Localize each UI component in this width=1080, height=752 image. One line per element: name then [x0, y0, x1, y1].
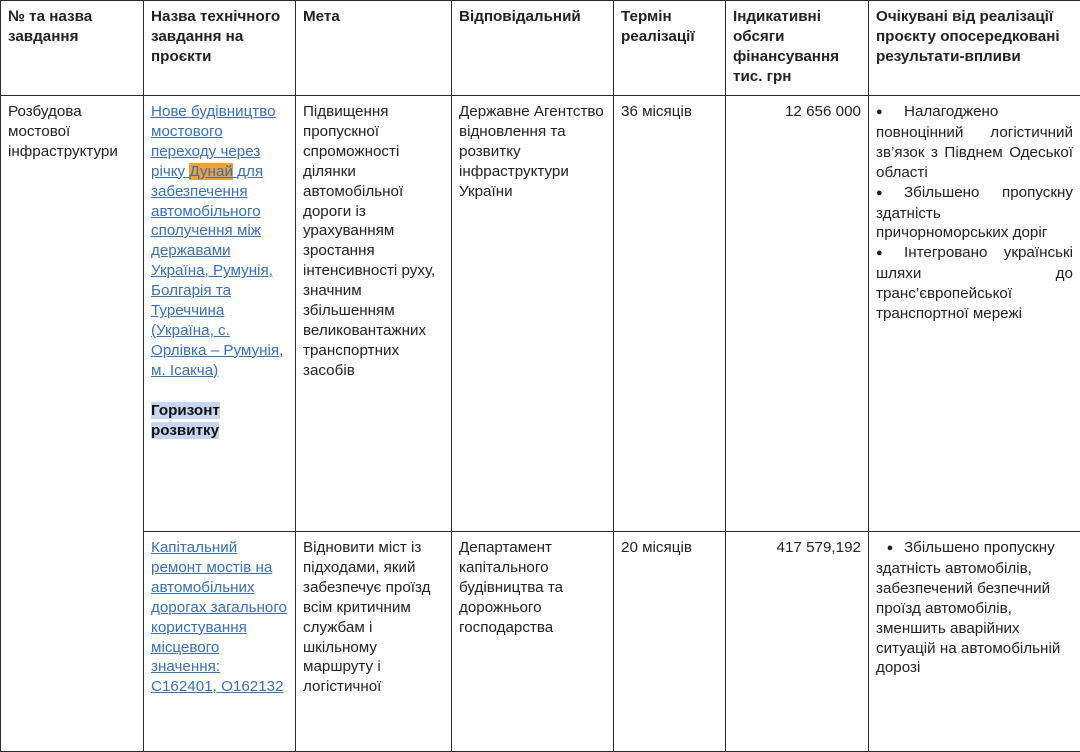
term-text: 20 місяців	[621, 539, 692, 556]
horizon-label: Горизонт розвитку	[151, 402, 220, 439]
task-name-cell	[1, 96, 144, 752]
tech-task-link-text-start: Нове будівництво мостового переходу через річку	[151, 103, 276, 180]
responsible-text: Державне Агентство відновлення та розвитку інфраструктури України	[459, 103, 604, 200]
term-text: 36 місяців	[621, 103, 692, 120]
table-header-row	[1, 1, 1080, 96]
result-item: ● Збільшено пропускну здатність причорноморських доріг	[876, 183, 1073, 244]
header-responsible: Відповідальний	[452, 1, 614, 96]
task-name: Розбудова мостової інфраструктури	[8, 103, 118, 160]
results-cell	[869, 96, 1080, 532]
goal-text: Підвищення пропускної спроможності ділянки автомобільної дороги із урахуванням зростання інтенсивності руху, значним збільшенням великовантажних транспортних засобів	[303, 103, 435, 379]
responsible-text: Департамент капітального будівництва та дорожнього господарства	[459, 539, 563, 636]
result-item: ● Збільшено пропускну здатність автомобілів, забезпечений безпечний проїзд автомобілів, зменшить аварійних ситуацій на автомобільній дорозі	[876, 538, 1073, 678]
funding-cell	[726, 532, 869, 752]
highlighted-search-term: Дунай	[189, 163, 233, 180]
bullet-icon: ●	[876, 184, 904, 204]
term-cell	[614, 96, 726, 532]
header-tech-task: Назва технічного завдання на проєкти	[144, 1, 296, 96]
tech-task-link-text-end: для забезпечення автомобільного сполучення між державами Україна, Румунія, Болгарія та Туреччина (Україна, с. Орлівка – Румунія, м. Ісакча)	[151, 163, 283, 379]
header-results: Очікувані від реалізації проєкту опосередковані результати-впливи	[869, 1, 1080, 96]
header-funding: Індикативні обсяги фінансування тис. грн	[726, 1, 869, 96]
tech-task-link[interactable]: Капітальний ремонт мостів на автомобільних дорогах загального користування місцевого значення: С162401, О162132	[151, 539, 287, 695]
goal-text: Відновити міст із підходами, який забезпечує проїзд всім критичним службам і шкільному маршруту і логістичної	[303, 539, 430, 695]
tech-task-cell	[144, 532, 296, 752]
funding-cell	[726, 96, 869, 532]
table-row	[1, 96, 1080, 532]
bullet-icon: ●	[876, 539, 904, 559]
bullet-icon: ●	[876, 103, 904, 123]
funding-value: 417 579,192	[777, 539, 861, 556]
table-row	[1, 532, 1080, 752]
header-goal: Мета	[296, 1, 452, 96]
goal-cell	[296, 532, 452, 752]
spacer	[151, 381, 288, 401]
funding-value: 12 656 000	[785, 103, 861, 120]
header-task: № та назва завдання	[1, 1, 144, 96]
tech-task-cell	[144, 96, 296, 532]
goal-cell	[296, 96, 452, 532]
result-item: ● Інтегровано українські шляхи до транс’європейської транспортної мережі	[876, 243, 1073, 324]
header-term: Термін реалізації	[614, 1, 726, 96]
responsible-cell	[452, 532, 614, 752]
results-cell	[869, 532, 1080, 752]
term-cell	[614, 532, 726, 752]
result-item: ● Налагоджено повноцінний логістичний зв’язок з Півднем Одеської області	[876, 102, 1073, 183]
bullet-icon: ●	[876, 244, 904, 264]
tech-task-link[interactable]	[151, 103, 283, 379]
responsible-cell	[452, 96, 614, 532]
